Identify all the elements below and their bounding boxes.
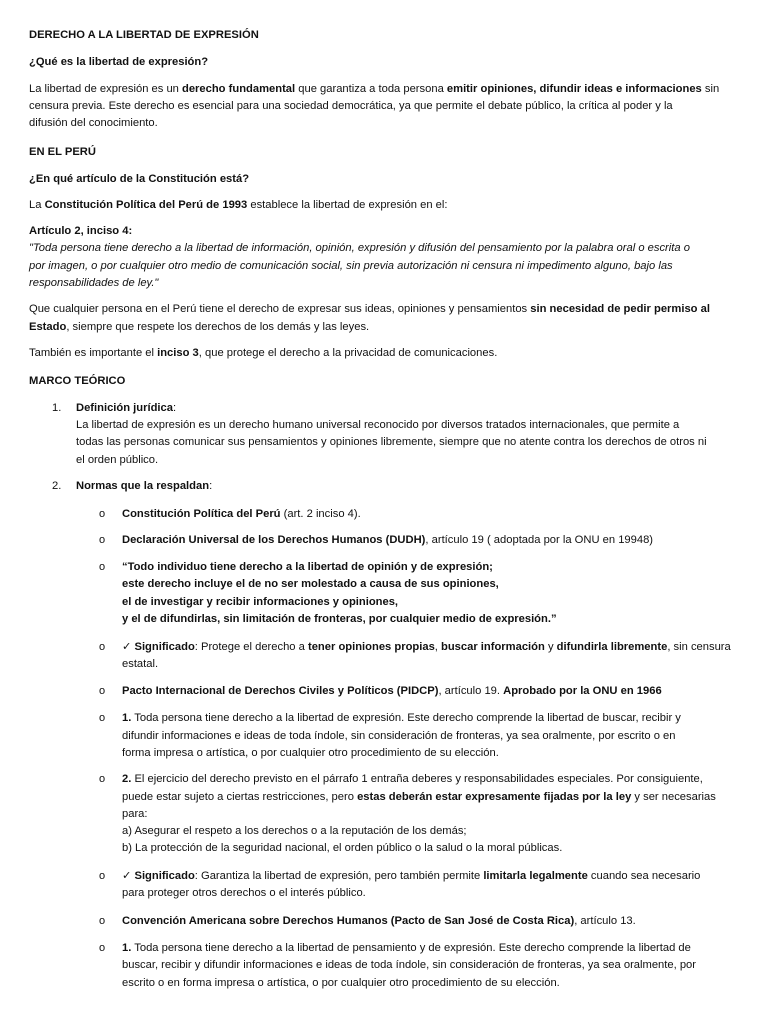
document-title: DERECHO A LA LIBERTAD DE EXPRESIÓN [29, 29, 259, 41]
sub-item-line: b) La protección de la seguridad nacional, el orden público o la salud o la moral públicas. [122, 842, 563, 854]
question-heading: ¿En qué artículo de la Constitución está? [29, 173, 250, 185]
bullet-marker: o [99, 712, 106, 724]
bullet-marker: o [99, 534, 106, 546]
sub-item-line: ✓ Significado: Garantiza la libertad de expresión, pero también permite limitarla legalmente cuando sea necesario [122, 870, 701, 882]
paragraph-line: La libertad de expresión es un derecho fundamental que garantiza a toda persona emitir opiniones, difundir ideas e informaciones sin [29, 83, 720, 95]
bullet-marker: o [99, 641, 106, 653]
sub-item-line: Convención Americana sobre Derechos Humanos (Pacto de San José de Costa Rica), artículo 13. [122, 915, 636, 927]
list-item-line: La libertad de expresión es un derecho humano universal reconocido por diversos tratados internacionales, que permite a [76, 419, 680, 431]
paragraph-line: La Constitución Política del Perú de 1993 establece la libertad de expresión en el: [29, 199, 448, 211]
quote-line: responsabilidades de ley." [29, 277, 159, 289]
sub-item-line: para proteger otros derechos o el interés público. [122, 887, 366, 899]
list-item-title: Normas que la respaldan: [76, 480, 213, 492]
sub-item-line: forma impresa o artística, o por cualquier otro procedimiento de su elección. [122, 747, 499, 759]
sub-item-line: puede estar sujeto a ciertas restricciones, pero estas deberán estar expresamente fijadas por la ley y ser necesarias [122, 791, 716, 803]
sub-item-line: 1. Toda persona tiene derecho a la libertad de pensamiento y de expresión. Este derecho comprende la libertad de [122, 942, 691, 954]
list-item-line: el orden público. [76, 454, 159, 466]
list-number: 2. [52, 480, 62, 492]
paragraph-line: Que cualquier persona en el Perú tiene el derecho de expresar sus ideas, opiniones y pensamientos sin necesidad de pedir permiso al [29, 303, 710, 315]
sub-item-line: este derecho incluye el de no ser molestado a causa de sus opiniones, [122, 578, 499, 590]
bullet-marker: o [99, 561, 106, 573]
sub-item-line: “Todo individuo tiene derecho a la libertad de opinión y de expresión; [122, 561, 493, 573]
bullet-marker: o [99, 685, 106, 697]
bullet-marker: o [99, 773, 106, 785]
checkmark-icon: ✓ Significado [122, 641, 195, 653]
bullet-marker: o [99, 508, 106, 520]
section-heading: EN EL PERÚ [29, 146, 96, 158]
sub-item-line: para: [122, 808, 148, 820]
sub-item-line: Pacto Internacional de Derechos Civiles y Políticos (PIDCP), artículo 19. Aprobado por la ONU en 1966 [122, 685, 662, 697]
bullet-marker: o [99, 870, 106, 882]
quote-line: por imagen, o por cualquier otro medio de comunicación social, sin previa autorización ni censura ni impedimento alguno, bajo las [29, 260, 673, 272]
quote-line: "Toda persona tiene derecho a la libertad de información, opinión, expresión y difusión del pensamiento por la palabra oral o escrita o [29, 242, 690, 254]
bullet-marker: o [99, 915, 106, 927]
sub-item-line: escrito o en forma impresa o artística, o por cualquier otro procedimiento de su elección. [122, 977, 560, 989]
paragraph-line: Estado, siempre que respete los derechos de los demás y las leyes. [29, 321, 370, 333]
sub-item-line: buscar, recibir y difundir informaciones e ideas de toda índole, sin consideración de fronteras, ya sea oralmente, por [122, 959, 696, 971]
bullet-marker: o [99, 942, 106, 954]
section-heading: MARCO TEÓRICO [29, 375, 126, 387]
paragraph-line: censura previa. Este derecho es esencial para una sociedad democrática, ya que permite el debate público, la crítica al poder y la [29, 100, 673, 112]
list-number: 1. [52, 402, 62, 414]
sub-item-line: 1. Toda persona tiene derecho a la libertad de expresión. Este derecho comprende la libertad de buscar, recibir y [122, 712, 681, 724]
sub-item-line: Constitución Política del Perú (art. 2 inciso 4). [122, 508, 361, 520]
question-heading: ¿Qué es la libertad de expresión? [29, 56, 209, 68]
sub-item-line: y el de difundirlas, sin limitación de fronteras, por cualquier medio de expresión.” [122, 613, 557, 625]
paragraph-line: difusión del conocimiento. [29, 117, 158, 129]
list-item-line: todas las personas comunicar sus pensamientos y opiniones libremente, siempre que no atente contra los derechos de otros ni [76, 436, 707, 448]
sub-item-line: Declaración Universal de los Derechos Humanos (DUDH), artículo 19 ( adoptada por la ONU en 19948) [122, 534, 654, 546]
sub-item-line: estatal. [122, 658, 159, 670]
sub-item-line: ✓ Significado: Protege el derecho a tener opiniones propias, buscar información y difundirla libremente, sin censura [122, 641, 731, 653]
sub-item-line: el de investigar y recibir informaciones y opiniones, [122, 596, 399, 608]
list-item-title: Definición jurídica: [76, 402, 177, 414]
sub-item-line: difundir informaciones e ideas de toda índole, sin consideración de fronteras, ya sea oralmente, por escrito o en [122, 730, 676, 742]
sub-item-line: 2. El ejercicio del derecho previsto en el párrafo 1 entraña deberes y responsabilidades especiales. Por consiguiente, [122, 773, 703, 785]
paragraph-line: También es importante el inciso 3, que protege el derecho a la privacidad de comunicaciones. [29, 347, 498, 359]
article-heading: Artículo 2, inciso 4: [29, 225, 133, 237]
checkmark-icon: ✓ Significado [122, 870, 195, 882]
sub-item-line: a) Asegurar el respeto a los derechos o a la reputación de los demás; [122, 825, 467, 837]
